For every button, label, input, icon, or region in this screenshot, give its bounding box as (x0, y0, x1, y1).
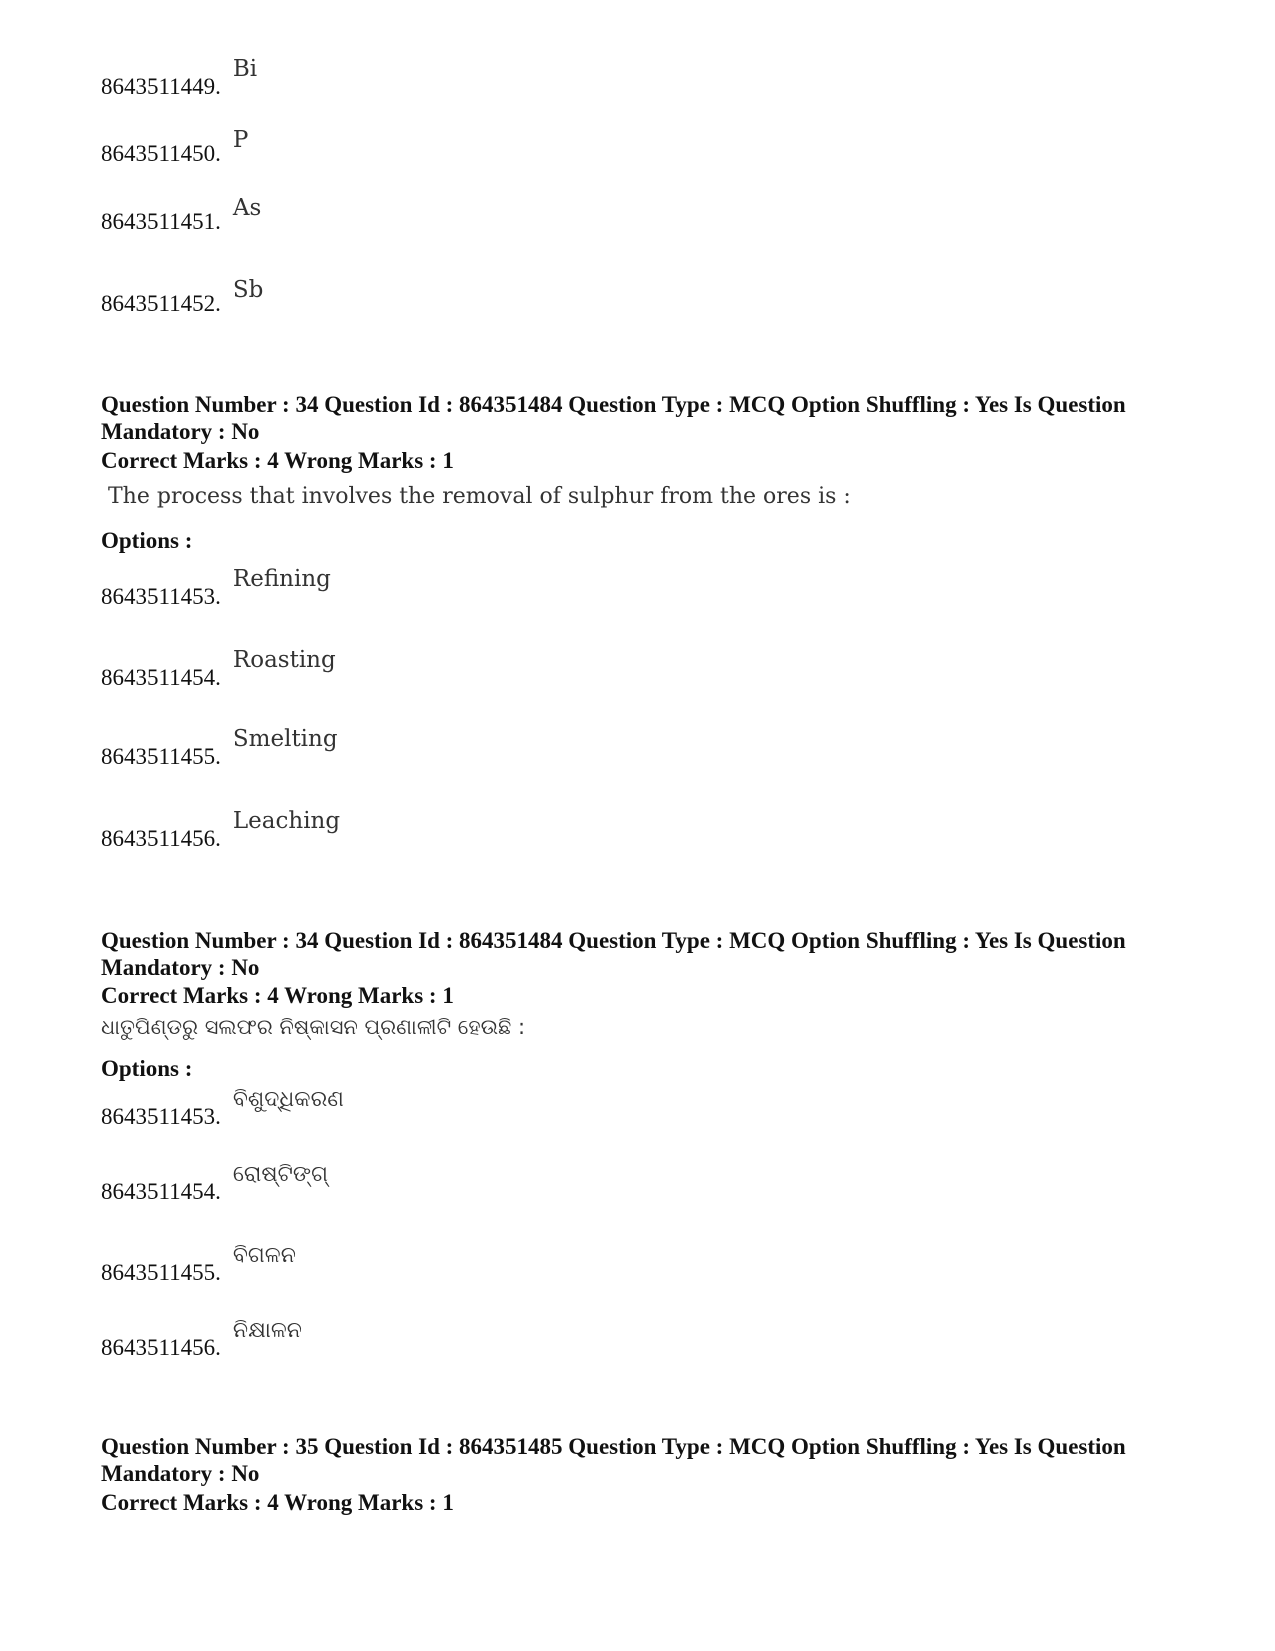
option-id: 8643511450. (101, 141, 221, 166)
option-row (101, 1087, 344, 1129)
option-text: Bi (232, 56, 258, 82)
option-id: 8643511449. (101, 74, 221, 99)
option-text: ନିକ୍ଷାଳନ (232, 1318, 302, 1343)
options-label: Options : (101, 528, 193, 553)
option-text: ରୋଷ୍ଟିଙ୍ଗ୍ (232, 1162, 329, 1187)
question-header: Question Number : 34 Question Id : 864351484 Question Type : MCQ Option Shuffling : Yes Is Question Mandatory : No (101, 392, 1126, 444)
option-text: ବିଗଳନ (232, 1243, 296, 1268)
marks-line: Correct Marks : 4 Wrong Marks : 1 (101, 448, 454, 473)
option-id: 8643511455. (101, 1260, 221, 1285)
option-id: 8643511453. (101, 1104, 221, 1129)
question-header: Question Number : 34 Question Id : 864351484 Question Type : MCQ Option Shuffling : Yes Is Question Mandatory : No (101, 928, 1126, 980)
option-text: P (232, 127, 249, 153)
option-id: 8643511455. (101, 744, 221, 769)
option-id: 8643511454. (101, 1179, 221, 1204)
option-row (101, 1318, 302, 1360)
option-row (101, 195, 262, 234)
marks-line: Correct Marks : 4 Wrong Marks : 1 (101, 983, 454, 1008)
option-row (101, 127, 249, 166)
options-label: Options : (101, 1056, 193, 1081)
option-row (101, 56, 258, 99)
option-id: 8643511453. (101, 584, 221, 609)
option-row (101, 566, 331, 609)
option-text: Sb (232, 277, 264, 303)
option-row (101, 726, 338, 769)
question-text: ଧାତୁପିଣ୍ଡରୁ ସଲଫର ନିଷ୍କାସନ ପ୍ରଣାଳୀଟି ହେଉଛି : (101, 1015, 526, 1039)
question-header: Question Number : 35 Question Id : 864351485 Question Type : MCQ Option Shuffling : Yes Is Question Mandatory : No (101, 1434, 1126, 1486)
option-id: 8643511456. (101, 826, 221, 851)
option-row (101, 1243, 296, 1285)
option-text: Refining (232, 566, 331, 592)
option-id: 8643511452. (101, 291, 221, 316)
option-row (101, 1162, 329, 1204)
option-text: Roasting (232, 647, 336, 673)
option-id: 8643511451. (101, 209, 221, 234)
option-text: As (232, 195, 262, 221)
option-text: ବିଶୁଦ୍ଧିକରଣ (232, 1087, 344, 1112)
option-text: Leaching (232, 808, 341, 834)
option-row (101, 808, 341, 851)
option-id: 8643511454. (101, 665, 221, 690)
question-text: The process that involves the removal of sulphur from the ores is : (108, 484, 851, 509)
option-row (101, 647, 336, 690)
option-row (101, 277, 264, 316)
option-text: Smelting (232, 726, 338, 752)
marks-line: Correct Marks : 4 Wrong Marks : 1 (101, 1490, 454, 1515)
option-id: 8643511456. (101, 1335, 221, 1360)
